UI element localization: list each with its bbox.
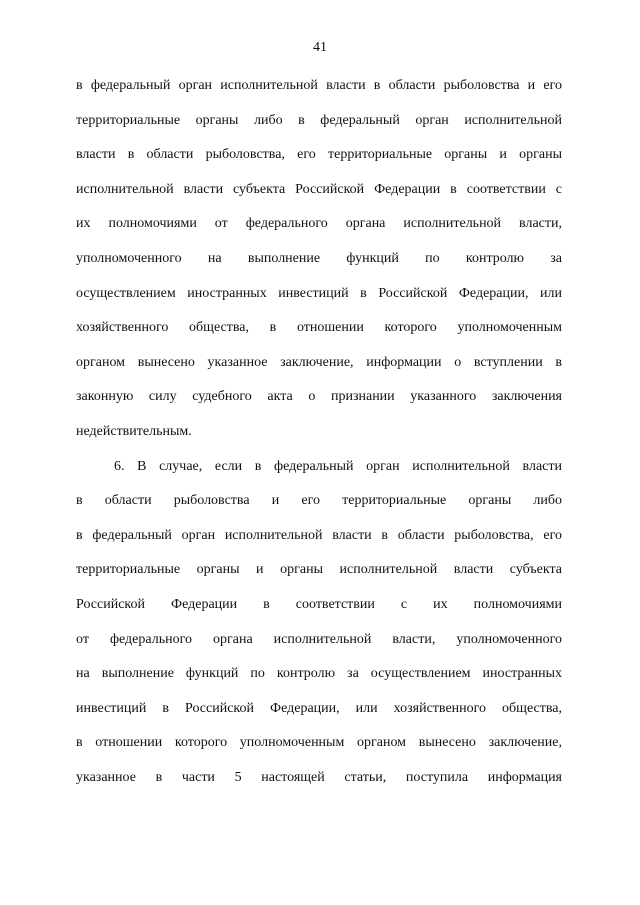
text-line: Российской Федерации в соответствии с их полномочиями bbox=[76, 596, 562, 612]
page-number: 41 bbox=[313, 40, 327, 55]
text-line: недействительным. bbox=[76, 423, 192, 439]
text-line: в отношении которого уполномоченным органом вынесено заключение, bbox=[76, 735, 562, 751]
text-line: их полномочиями от федерального органа исполнительной власти, bbox=[76, 216, 562, 232]
text-line: в федеральный орган исполнительной власти в области рыболовства, его bbox=[76, 527, 562, 543]
text-line: в области рыболовства и его территориальные органы либо bbox=[76, 493, 562, 509]
text-line: исполнительной власти субъекта Российской Федерации в соответствии с bbox=[76, 181, 562, 197]
text-line: хозяйственного общества, в отношении которого уполномоченным bbox=[76, 320, 562, 336]
text-line: в федеральный орган исполнительной власти в области рыболовства и его bbox=[76, 78, 562, 93]
document-body bbox=[76, 74, 562, 800]
text-line: инвестиций в Российской Федерации, или хозяйственного общества, bbox=[76, 700, 562, 716]
text-line: власти в области рыболовства, его территориальные органы и органы bbox=[76, 147, 562, 163]
text-line: органом вынесено указанное заключение, информации о вступлении в bbox=[76, 354, 562, 370]
text-line: территориальные органы и органы исполнительной власти субъекта bbox=[76, 562, 562, 578]
text-line: осуществлением иностранных инвестиций в Российской Федерации, или bbox=[76, 285, 562, 301]
text-line: 6. В случае, если в федеральный орган исполнительной власти bbox=[114, 458, 562, 474]
text-line: от федерального органа исполнительной власти, уполномоченного bbox=[76, 631, 562, 647]
text-line: уполномоченного на выполнение функций по контролю за bbox=[76, 250, 562, 266]
text-line: территориальные органы либо в федеральный орган исполнительной bbox=[76, 112, 562, 128]
text-line: законную силу судебного акта о признании указанного заключения bbox=[76, 389, 562, 405]
text-line: на выполнение функций по контролю за осуществлением иностранных bbox=[76, 666, 562, 682]
text-line: указанное в части 5 настоящей статьи, поступила информация bbox=[76, 769, 562, 785]
paragraph bbox=[76, 74, 562, 455]
paragraph bbox=[76, 455, 562, 801]
